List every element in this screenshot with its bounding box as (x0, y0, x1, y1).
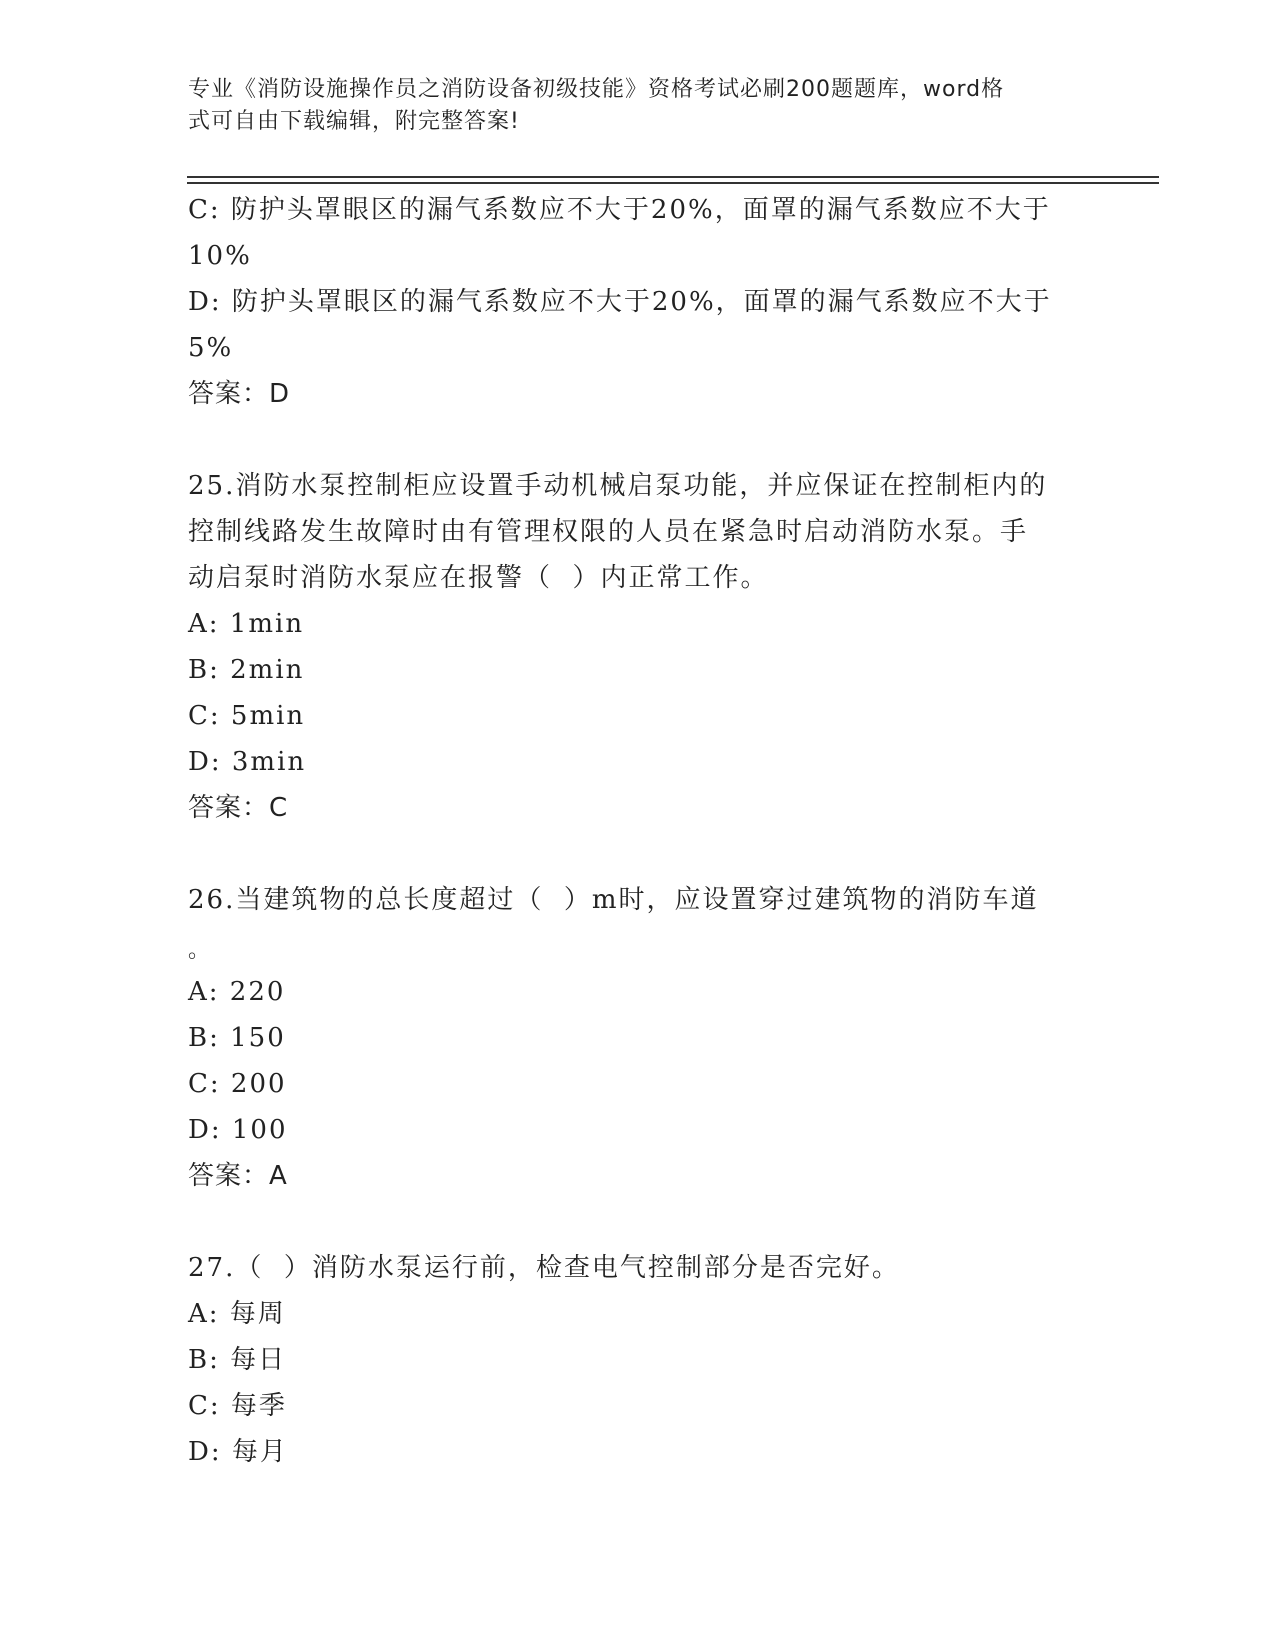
spacer (188, 417, 1088, 463)
prev-question (188, 187, 1088, 417)
option-c: C: 200 (188, 1069, 287, 1099)
option-c: C: 每季 (188, 1391, 287, 1421)
prev-option-c-line-2: 10% (188, 241, 252, 271)
option-a: A: 220 (188, 977, 286, 1007)
document-body (188, 187, 1088, 1475)
document-header (188, 74, 1068, 138)
answer: 答案：C (188, 793, 289, 823)
question-25 (188, 463, 1088, 831)
question-26 (188, 877, 1088, 1199)
question-text-line-2: 。 (188, 938, 213, 963)
option-d: D: 100 (188, 1115, 288, 1145)
option-b: B: 150 (188, 1023, 286, 1053)
spacer (188, 831, 1088, 877)
option-a: A: 1min (188, 609, 305, 639)
spacer (188, 1199, 1088, 1245)
question-text-line-1: 26.当建筑物的总长度超过（ ）m时，应设置穿过建筑物的消防车道 (188, 885, 1039, 915)
prev-option-d-line-2: 5% (188, 333, 234, 363)
option-d: D: 每月 (188, 1437, 288, 1467)
option-d: D: 3min (188, 747, 307, 777)
header-divider-bottom (187, 182, 1159, 184)
option-a: A: 每周 (188, 1299, 286, 1329)
option-c: C: 5min (188, 701, 306, 731)
prev-answer: 答案：D (188, 379, 291, 409)
question-text-line-1: 27.（ ）消防水泵运行前，检查电气控制部分是否完好。 (188, 1253, 900, 1283)
header-line-2: 式可自由下载编辑，附完整答案! (188, 109, 520, 134)
question-27 (188, 1245, 1088, 1475)
answer: 答案：A (188, 1161, 288, 1191)
prev-option-d-line-1: D: 防护头罩眼区的漏气系数应不大于20%，面罩的漏气系数应不大于 (188, 287, 1052, 317)
option-b: B: 2min (188, 655, 305, 685)
question-text-line-1: 25.消防水泵控制柜应设置手动机械启泵功能，并应保证在控制柜内的 (188, 471, 1048, 501)
option-b: B: 每日 (188, 1345, 287, 1375)
header-line-1: 专业《消防设施操作员之消防设备初级技能》资格考试必刷200题题库，word格 (188, 77, 1005, 102)
question-text-line-2: 控制线路发生故障时由有管理权限的人员在紧急时启动消防水泵。手 (188, 517, 1029, 547)
header-divider-top (187, 176, 1159, 178)
prev-option-c-line-1: C: 防护头罩眼区的漏气系数应不大于20%，面罩的漏气系数应不大于 (188, 195, 1051, 225)
question-text-line-3: 动启泵时消防水泵应在报警（ ）内正常工作。 (188, 563, 769, 593)
